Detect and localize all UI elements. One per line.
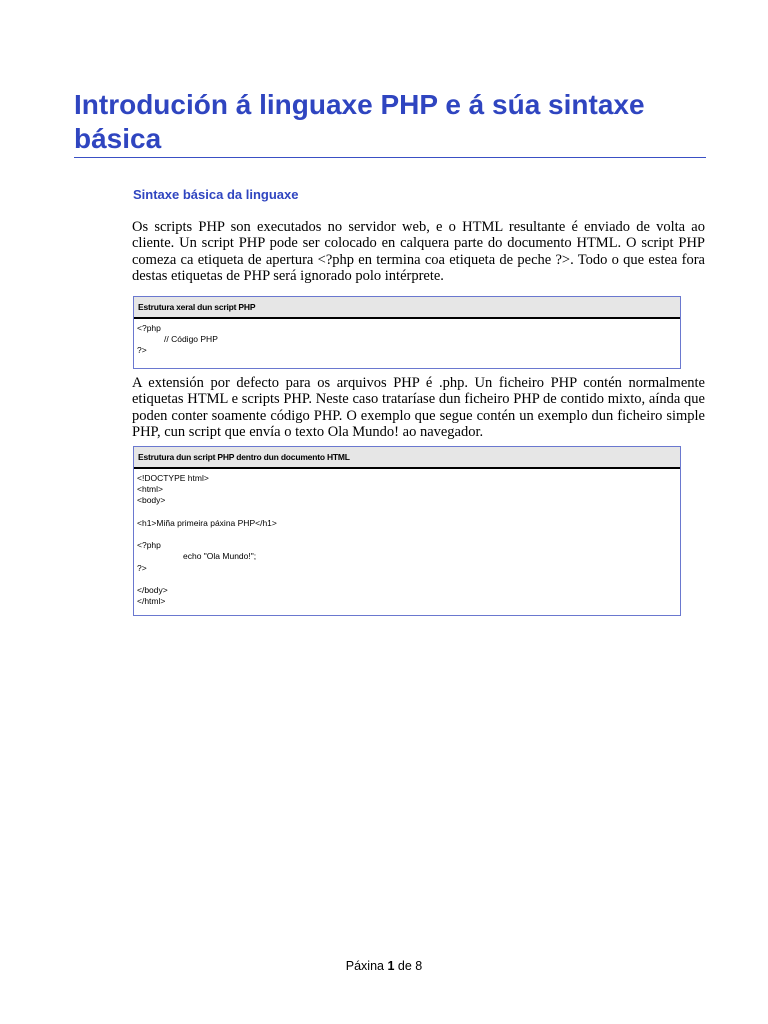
code-line — [137, 507, 676, 518]
code-line: // Código PHP — [164, 334, 218, 345]
code-block — [134, 319, 680, 357]
code-line: echo "Ola Mundo!"; — [183, 551, 257, 562]
paragraph-intro: Os scripts PHP son executados no servidor web, e o HTML resultante é enviado de volta ao cliente. Un script PHP pode ser colocado en calquera parte do documento HTML. O script PHP comeza ca etiqueta de apertura <?php en termina coa etiqueta de peche ?>. Todo o que estea fora destas etiquetas de PHP será ignorado polo intérprete. — [132, 219, 705, 285]
code-line: <html> — [137, 484, 163, 495]
code-line — [137, 574, 676, 585]
code-line — [137, 529, 676, 540]
code-box-header: Estrutura xeral dun script PHP — [134, 297, 680, 319]
code-block — [134, 469, 680, 607]
title-underline — [74, 157, 706, 158]
footer-page-label: Páxina — [345, 959, 384, 973]
code-line: <?php — [137, 323, 161, 333]
code-box-general-structure — [133, 296, 681, 369]
page-footer — [0, 958, 768, 974]
code-line: <?php — [137, 540, 161, 551]
code-line: <body> — [137, 495, 166, 506]
paragraph-extension: A extensión por defecto para os arquivos PHP é .php. Un ficheiro PHP contén normalmente etiquetas HTML e scripts PHP. Neste caso trataríase dun ficheiro PHP de contido mixto, aínda que poden conter soamente código PHP. O exemplo que segue contén un exemplo dun ficheiro simple PHP, cun script que envía o texto Ola Mundo! ao navegador. — [132, 375, 705, 441]
footer-total-pages: 8 — [415, 959, 423, 973]
document-title: Introdución á linguaxe PHP e á súa sintaxe básica — [74, 89, 645, 154]
footer-of-label: de — [397, 959, 412, 973]
code-box-html-structure — [133, 446, 681, 616]
code-line: ?> — [137, 345, 147, 356]
footer-page-number: 1 — [387, 959, 395, 973]
section-heading: Sintaxe básica da linguaxe — [133, 187, 299, 202]
code-box-header: Estrutura dun script PHP dentro dun documento HTML — [134, 447, 680, 469]
code-line: <!DOCTYPE html> — [137, 473, 209, 483]
code-line: </body> — [137, 584, 168, 595]
code-line: ?> — [137, 562, 147, 573]
code-line: </html> — [137, 596, 166, 607]
code-line: <h1>Miña primeira páxina PHP</h1> — [137, 517, 277, 528]
